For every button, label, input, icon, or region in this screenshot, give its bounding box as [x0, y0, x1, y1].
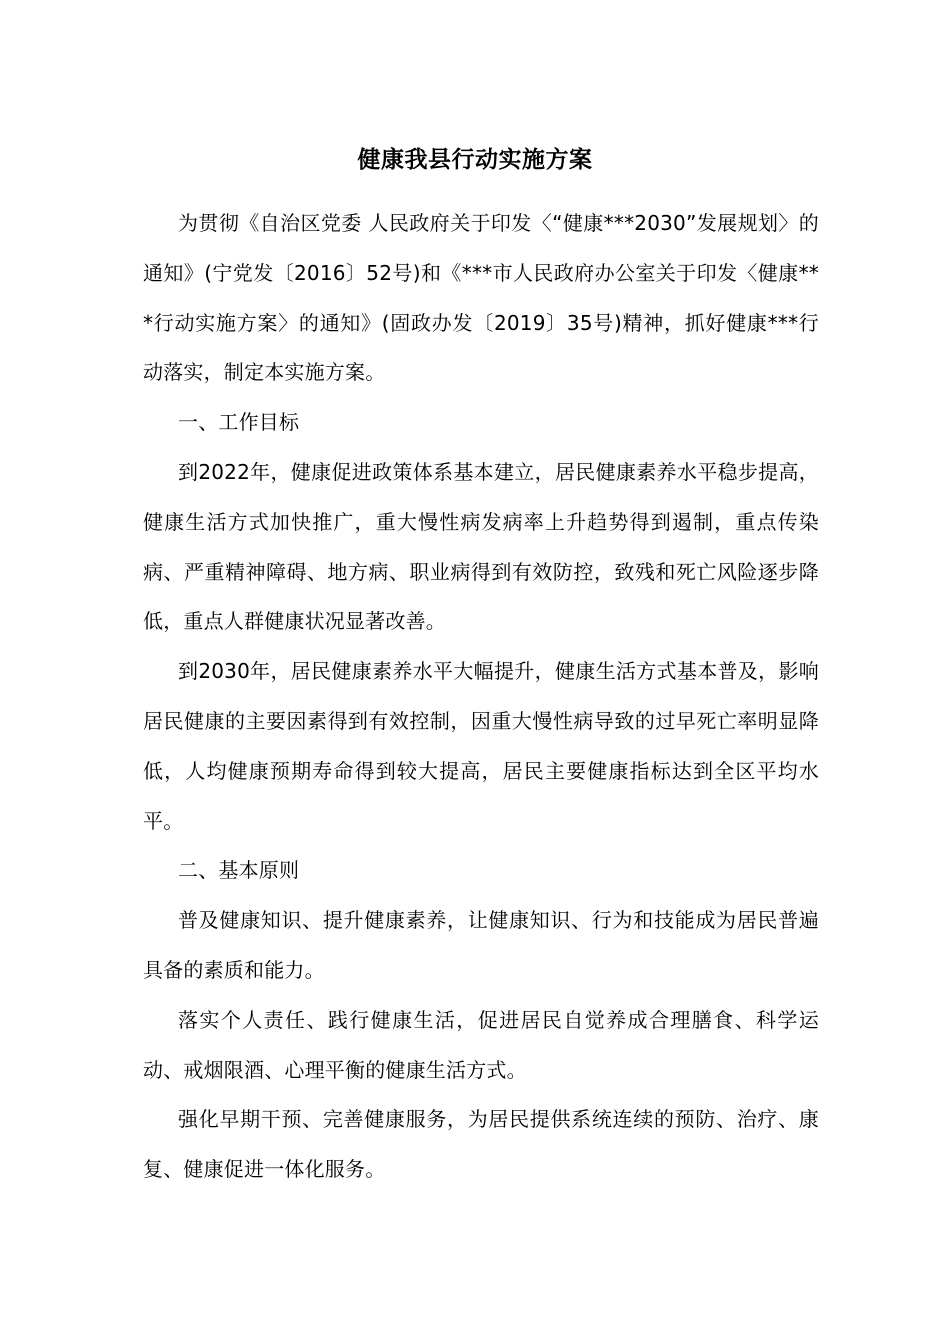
paragraph-goal-2022: 到2022年，健康促进政策体系基本建立，居民健康素养水平稳步提高，健康生活方式加快推广，重大慢性病发病率上升趋势得到遏制，重点传染病、严重精神障碍、地方病、职业病得到有效防控，致残和死亡风险逐步降低，重点人群健康状况显著改善。 — [143, 459, 819, 634]
paragraph-principle-responsibility: 落实个人责任、践行健康生活，促进居民自觉养成合理膳食、科学运动、戒烟限酒、心理平衡的健康生活方式。 — [143, 1007, 819, 1082]
paragraph-principle-knowledge: 普及健康知识、提升健康素养，让健康知识、行为和技能成为居民普遍具备的素质和能力。 — [143, 908, 819, 982]
document-title: 健康我县行动实施方案 — [357, 147, 593, 173]
document-body — [143, 199, 819, 1195]
paragraph-principle-intervention: 强化早期干预、完善健康服务，为居民提供系统连续的预防、治疗、康复、健康促进一体化服务。 — [143, 1107, 819, 1182]
paragraph-intro: 为贯彻《自治区党委 人民政府关于印发〈“健康***2030”发展规划〉的通知》(宁党发〔2016〕52号)和《***市人民政府办公室关于印发〈健康***行动实施方案〉的通知》(固政办发〔2019〕35号)精神，抓好健康***行动落实，制定本实施方案。 — [143, 211, 819, 385]
section-heading-principles: 二、基本原则 — [178, 858, 300, 883]
paragraph-goal-2030: 到2030年，居民健康素养水平大幅提升，健康生活方式基本普及，影响居民健康的主要因素得到有效控制，因重大慢性病导致的过早死亡率明显降低，人均健康预期寿命得到较大提高，居民主要健康指标达到全区平均水平。 — [143, 659, 819, 833]
section-heading-goals: 一、工作目标 — [178, 410, 300, 435]
